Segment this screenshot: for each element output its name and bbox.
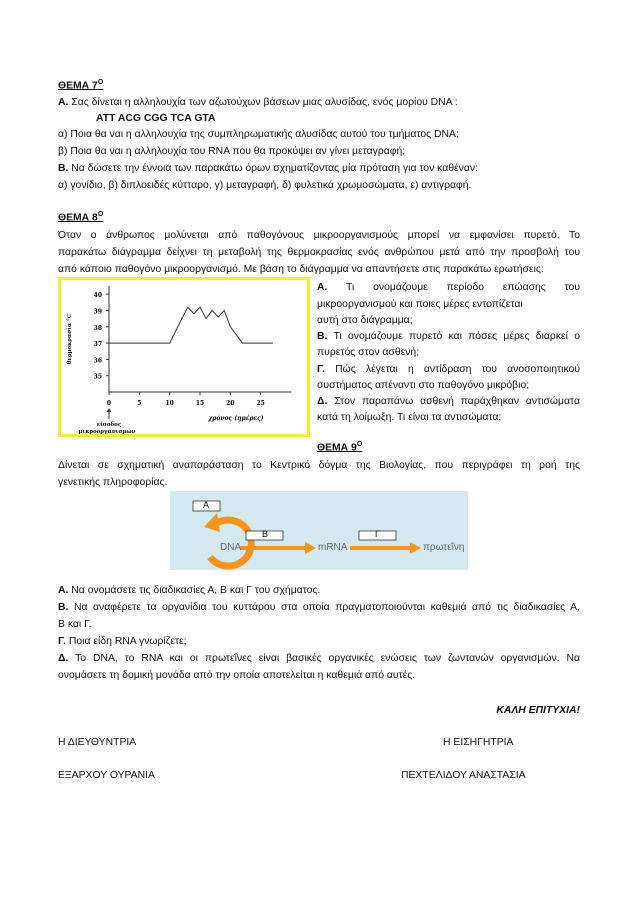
theme7-heading: ΘΕΜΑ $7^O$ (58, 79, 104, 92)
box-a-label: Α (203, 500, 210, 510)
x-tick-label: 15 (195, 400, 205, 407)
theme8-q-g-line1: Γ. Πώς λέγεται η αντίδραση του ανοσοποιητικού (317, 364, 580, 375)
theme8-q-d-line1: Δ. Στον παραπάνω ασθενή παράχθηκαν αντισώματα (317, 396, 580, 407)
y-axis-label: θερμοκρασία °C (67, 313, 73, 365)
y-tick-label: 36 (93, 357, 102, 365)
theme8-q-a-line3: αυτή στο διάγραμμα; (317, 315, 413, 326)
y-tick-label: 35 (93, 373, 102, 381)
theme8-heading: ΘΕΜΑ $8^O$ (58, 211, 104, 224)
temperature-line (109, 307, 273, 343)
x-tick-label: 25 (256, 400, 265, 407)
good-luck: ΚΑΛΗ ΕΠΙΤΥΧΙΑ! (496, 705, 580, 716)
theme9-q-a: Α. Να ονομάσετε τις διαδικασίες Α, Β και Γ του σχήματος. (58, 585, 321, 596)
theme9-q-d-line1: Δ. Το DNA, το RNA και οι πρωτεΐνες είναι βασικές οργανικές ενώσεις των ζωντανών οργανισμών. Να (58, 653, 580, 664)
theme9-para-line1: Δίνεται σε σχηματική αναπαράσταση το Κεντρικό δόγμα της Βιολογίας, που περιγράφει τη ροή της (58, 460, 580, 471)
box-b-label: Β (262, 529, 269, 539)
central-dogma-svg (170, 491, 468, 570)
theme8-para-line3: από κάποιο παθογόνο μικροοργανισμό. Με βάση το διάγραμμα να απαντήσετε στις παρακάτω ερωτήσεις: (58, 264, 544, 275)
theme7-q-a: α) Ποια θα ναι η αλληλουχία της συμπληρωματικής αλυσίδας αυτού του τμήματος DNA; (58, 129, 459, 140)
teacher-title: Η ΕΙΣΗΓΗΤΡΙΑ (443, 737, 514, 748)
theme9-q-d-line2: ονομάσετε τη δομική μονάδα από την οποία αποτελείται η καθεμιά από αυτές. (58, 670, 416, 681)
theme9-q-g: Γ. Ποια είδη RNA γνωρίζετε; (58, 636, 187, 647)
translation-arrowhead (410, 542, 421, 554)
theme8-q-g-line2: συστήματος απέναντι στο παθογόνο μικρόβιο; (317, 380, 530, 391)
protein-label: πρωτεΐνη (423, 542, 465, 553)
y-tick-label: 37 (93, 341, 102, 349)
theme7-q-b: β) Ποια θα ναι η αλληλουχία του RNA που θα προκύψει αν γίνει μεταγραφή; (58, 146, 406, 157)
theme8-q-d-line2: κατά τη λοίμωξη. Τι είναι τα αντισώματα; (317, 412, 502, 423)
theme9-q-b-line2: Β και Γ. (58, 619, 92, 630)
theme8-q-a-line1: Α. Τι ονομάζουμε περίοδο επώασης του (317, 282, 580, 293)
box-g-label: Γ (375, 529, 380, 539)
theme8-q-b-line2: πυρετός στον ασθενή; (317, 347, 420, 358)
theme7-a-intro: Α. Σας δίνεται η αλληλουχία των αζωτούχων βάσεων μιας αλυσίδας, ενός μορίου DNA : (58, 97, 458, 108)
central-dogma-diagram (170, 491, 468, 570)
fever-chart-svg (61, 280, 307, 434)
replication-arrowhead (204, 513, 220, 532)
theme8-para-line2: παρακάτω διάγραμμα δείχνει τη μεταβολή της θερμοκρασίας ενός ανθρώπου μετά από την προσβολή του (58, 247, 580, 258)
y-tick-label: 40 (93, 292, 102, 300)
teacher-name: ΠΕΧΤΕΛΙΔΟΥ ΑΝΑΣΤΑΣΙΑ (401, 770, 526, 781)
director-name: ΕΞΑΡΧΟΥ ΟΥΡΑΝΙΑ (58, 770, 155, 781)
dna-sequence: ATT ACG CGG TCA GTA (96, 113, 216, 124)
theme9-para-line2: γενετικής πληροφορίας. (58, 477, 168, 488)
transcription-arrowhead (305, 542, 316, 554)
director-title: Η ΔΙΕΥΘΥΝΤΡΙΑ (58, 737, 137, 748)
dna-label: DNA (220, 542, 242, 553)
mrna-label: mRNA (318, 542, 348, 553)
theme7-b-intro: Β. Να δώσετε την έννοια των παρακάτω όρων σχηματίζοντας μία πρόταση για τον καθέναν: (58, 163, 478, 174)
theme7-terms: α) γονίδιο, β) διπλοειδές κύτταρο, γ) μεταγραφή, δ) φυλετικά χρωμοσώματα, ε) αντιγραφή. (58, 180, 472, 191)
x-tick-label: 0 (106, 400, 112, 407)
entry-annotation-line1: είσοδος (96, 422, 122, 428)
entry-arrowhead (107, 408, 112, 412)
y-tick-label: 38 (93, 324, 102, 332)
y-tick-label: 39 (93, 308, 102, 316)
x-axis-label: χρόνος (ημέρες) (208, 415, 264, 422)
theme9-heading: ΘΕΜΑ $9^O$ (317, 441, 363, 454)
x-tick-label: 10 (165, 400, 174, 407)
x-tick-label: 20 (226, 400, 235, 407)
theme8-para-line1: Όταν ο άνθρωπος μολύνεται από παθογόνους μικροοργανισμούς μπορεί να εμφανίσει πυρετό. Το (58, 230, 580, 241)
theme9-q-b-line1: Β. Να αναφέρετε τα οργανίδια του κυττάρου στα οποία πραγματοποιούνται καθεμιά από τις διαδικασίες Α, (58, 602, 580, 613)
theme8-q-b-line1: Β. Τι ονομάζουμε πυρετό και πόσες μέρες διαρκεί ο (317, 331, 580, 342)
theme8-q-a-line2: μικροοργανισμού και ποιες μέρες εντοπίζεται (317, 299, 523, 310)
fever-chart (58, 277, 310, 437)
x-tick-label: 5 (137, 400, 142, 407)
entry-annotation-line2: μικροοργανισμών (78, 429, 136, 434)
